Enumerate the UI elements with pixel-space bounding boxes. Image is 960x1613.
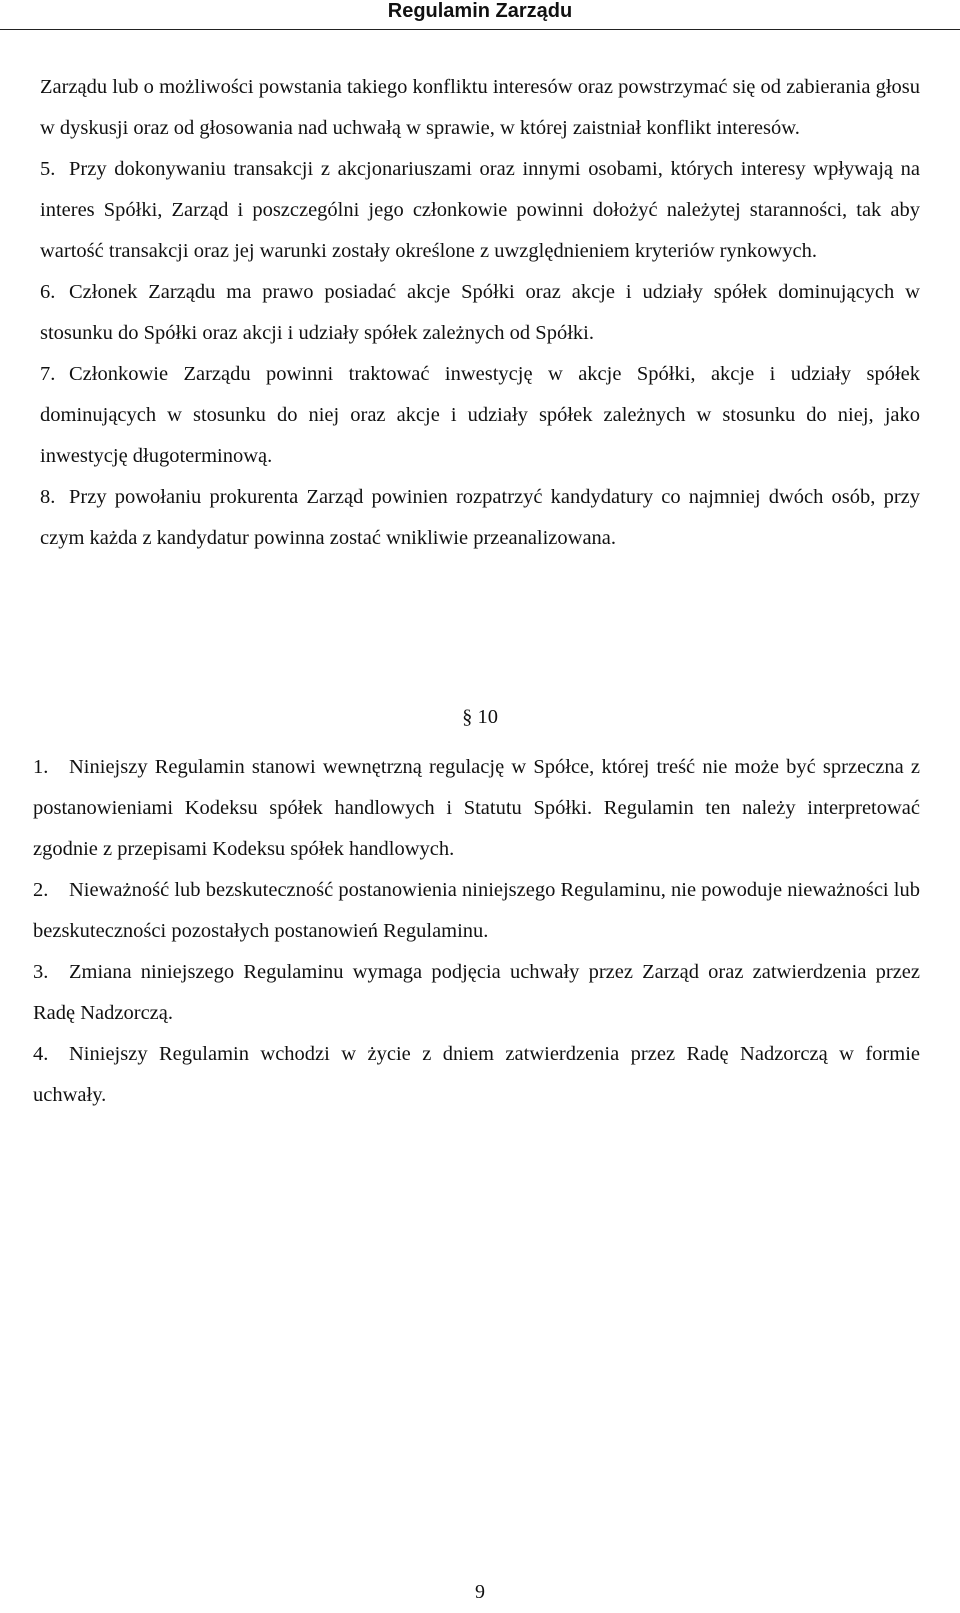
section-number: 10 bbox=[477, 706, 498, 728]
list-item bbox=[40, 354, 920, 477]
item-number: 1. bbox=[33, 756, 49, 778]
section-sign-icon: § bbox=[462, 706, 478, 728]
document-title: Regulamin Zarządu bbox=[387, 0, 573, 22]
list-item bbox=[40, 149, 920, 272]
item-number: 4. bbox=[33, 1043, 49, 1065]
list-item bbox=[40, 477, 920, 559]
item-text: Członkowie Zarządu powinni traktować inwestycję w akcje Spółki, akcje i udziały spółek dominujących w stosunku do niej oraz akcje i udziały spółek zależnych w stosunku do niej, jako inwestycję długoterminową. bbox=[40, 363, 920, 467]
section-heading bbox=[0, 702, 960, 732]
document-header bbox=[0, 0, 960, 30]
list-item bbox=[33, 952, 920, 1034]
item-number: 6. bbox=[40, 281, 56, 303]
item-number: 5. bbox=[40, 158, 56, 180]
section-final-provisions bbox=[33, 747, 920, 1116]
list-item bbox=[33, 870, 920, 952]
item-text: Niniejszy Regulamin stanowi wewnętrzną regulację w Spółce, której treść nie może być sprzeczna z postanowieniami Kodeksu spółek handlowych i Statutu Spółki. Regulamin ten należy interpretować zgodnie z przepisami Kodeksu spółek handlowych. bbox=[33, 756, 920, 860]
item-text: Przy powołaniu prokurenta Zarząd powinien rozpatrzyć kandydatury co najmniej dwóch osób, przy czym każda z kandydatur powinna zostać wnikliwie przeanalizowana. bbox=[40, 486, 920, 549]
continuation-paragraph: Zarządu lub o możliwości powstania takiego konfliktu interesów oraz powstrzymać się od zabierania głosu w dyskusji oraz od głosowania nad uchwałą w sprawie, w której zaistniał konflikt interesów. bbox=[40, 76, 920, 139]
item-number: 8. bbox=[40, 486, 56, 508]
page-number: 9 bbox=[475, 1581, 485, 1603]
item-text: Członek Zarządu ma prawo posiadać akcje Spółki oraz akcje i udziały spółek dominujących w stosunku do Spółki oraz akcji i udziały spółek zależnych od Spółki. bbox=[40, 281, 920, 344]
item-text: Zmiana niniejszego Regulaminu wymaga podjęcia uchwały przez Zarząd oraz zatwierdzenia przez Radę Nadzorczą. bbox=[33, 961, 920, 1024]
item-number: 3. bbox=[33, 961, 49, 983]
item-text: Niniejszy Regulamin wchodzi w życie z dniem zatwierdzenia przez Radę Nadzorczą w formie uchwały. bbox=[33, 1043, 920, 1106]
list-item bbox=[40, 272, 920, 354]
item-number: 7. bbox=[40, 363, 56, 385]
item-number: 2. bbox=[33, 879, 49, 901]
section-previous-paragraph bbox=[40, 67, 920, 559]
item-text: Nieważność lub bezskuteczność postanowienia niniejszego Regulaminu, nie powoduje nieważności lub bezskuteczności pozostałych postanowień Regulaminu. bbox=[33, 879, 920, 942]
list-item bbox=[33, 747, 920, 870]
header-divider bbox=[0, 29, 960, 30]
list-item bbox=[33, 1034, 920, 1116]
item-text: Przy dokonywaniu transakcji z akcjonariuszami oraz innymi osobami, których interesy wpływają na interes Spółki, Zarząd i poszczególni jego członkowie powinni dołożyć należytej staranności, tak aby wartość transakcji oraz jej warunki zostały określone z uwzględnieniem kryteriów rynkowych. bbox=[40, 158, 920, 262]
